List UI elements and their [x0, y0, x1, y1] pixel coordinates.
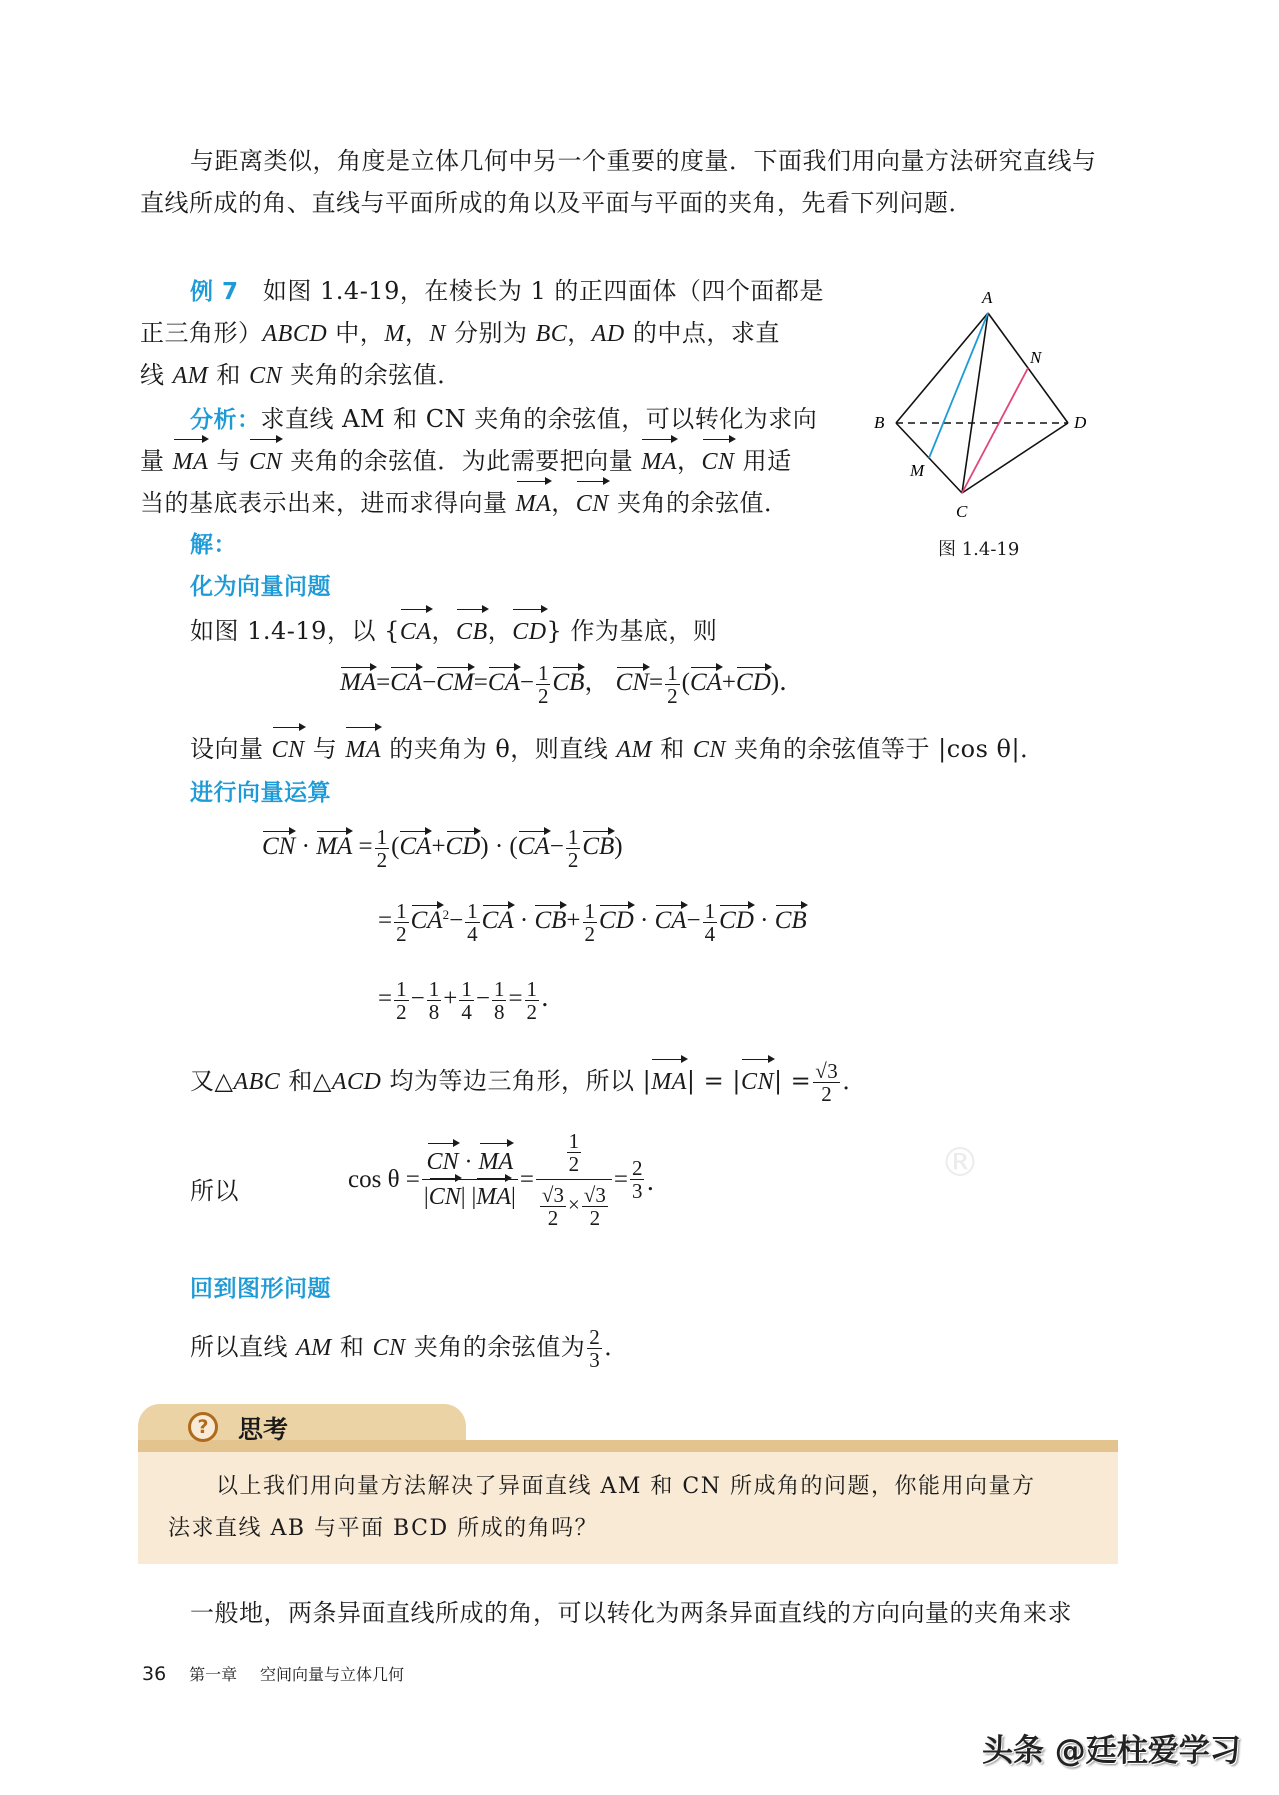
fraction: [583, 900, 598, 945]
t: 2: [631, 1156, 643, 1180]
t: 夹角的余弦值为: [405, 1333, 586, 1361]
step1-title: 化为向量问题: [190, 574, 331, 600]
t: ·: [458, 1149, 479, 1175]
question-icon: ?: [188, 1412, 218, 1442]
example-line-3: [140, 354, 462, 397]
t: =: [613, 1165, 628, 1193]
t: 1: [667, 661, 678, 685]
t: 的夹角为 θ，则直线: [381, 735, 617, 763]
t: 2: [537, 684, 549, 708]
t: 分别为: [445, 319, 536, 347]
vector-cb: CB: [552, 669, 585, 697]
t: 1: [493, 977, 505, 1001]
t: −: [519, 669, 534, 697]
vector-ma: MA: [641, 441, 677, 483]
vector-cn: CN: [576, 483, 609, 525]
t: 2: [568, 1152, 580, 1176]
t: 与: [208, 447, 250, 475]
t: ABCD: [262, 321, 328, 347]
t: 1: [376, 825, 388, 849]
t: | = |: [686, 1067, 741, 1095]
t: ，: [567, 319, 592, 347]
t: 1: [461, 977, 472, 1001]
t: =: [376, 669, 391, 697]
fraction: [525, 978, 540, 1023]
example-label: 例 7: [190, 279, 239, 305]
t: 1: [704, 899, 716, 923]
t: =: [378, 985, 393, 1013]
t: =: [508, 985, 523, 1013]
t: √3: [583, 1183, 606, 1207]
vector-cb: CB: [774, 907, 807, 935]
t: √3: [815, 1059, 839, 1083]
t: (: [681, 669, 690, 697]
t: 和: [208, 361, 250, 389]
vector-cb: CB: [582, 833, 615, 861]
t: ．: [541, 985, 567, 1013]
t: 2: [396, 922, 407, 946]
fraction: [813, 1060, 840, 1105]
t: 1: [526, 977, 538, 1001]
analysis-text-1: 求直线 AM 和 CN 夹角的余弦值，可以转化为求向: [260, 405, 818, 433]
t: 和: [652, 735, 693, 763]
t: 2: [396, 1000, 407, 1024]
t: 8: [428, 1000, 440, 1024]
t: [536, 1130, 612, 1180]
t: ·: [513, 907, 535, 935]
t: 夹角的余弦值．为此需要把向量: [282, 447, 642, 475]
vector-cb: CB: [456, 611, 488, 653]
t: cos θ =: [348, 1165, 420, 1193]
t: AM: [296, 1335, 332, 1361]
label-b: B: [874, 413, 885, 432]
vector-ma: MA: [173, 441, 209, 483]
t: 用适: [734, 447, 792, 475]
fraction: [536, 662, 551, 707]
vector-ma: MA: [651, 1061, 687, 1103]
page-footer: [142, 1662, 404, 1685]
t: 2: [376, 848, 388, 872]
vector-cn: CN: [427, 1145, 459, 1179]
vector-ma: MA: [316, 833, 353, 861]
t: 2: [667, 684, 678, 708]
vector-cd: CD: [736, 669, 771, 697]
vector-ma: MA: [479, 1145, 514, 1179]
t: CN: [249, 363, 283, 389]
t: 1: [396, 977, 407, 1001]
t: |: [423, 1184, 429, 1210]
calc-row-3: [378, 978, 566, 1023]
fraction: [465, 900, 480, 945]
theta-line: [190, 728, 1045, 771]
calc-row-2: [378, 900, 807, 945]
t: AM: [616, 737, 653, 763]
vector-cn: CN: [262, 833, 296, 861]
vector-cn: CN: [272, 729, 305, 771]
t: 2: [547, 1206, 559, 1230]
fraction: [582, 1184, 608, 1229]
t: 1: [568, 1129, 580, 1153]
t: −: [686, 907, 701, 935]
t: ABC: [233, 1069, 281, 1095]
fraction: [587, 1326, 602, 1371]
analysis-line-3: [140, 482, 788, 525]
fraction: [375, 826, 390, 871]
t: ·: [295, 833, 317, 861]
vector-ca: CA: [517, 833, 550, 861]
t: 夹角的余弦值等于 |cos θ|．: [725, 735, 1045, 763]
t: 正三角形）: [140, 319, 263, 347]
equation-ma-cn: [340, 662, 804, 707]
t: ，: [551, 489, 576, 517]
figure-tetrahedron: [870, 285, 1110, 565]
t: AM: [172, 363, 209, 389]
t: 夹角的余弦值．: [608, 489, 789, 517]
label-c: C: [956, 502, 968, 521]
intro-paragraph: [190, 140, 1150, 182]
vector-ca: CA: [689, 669, 722, 697]
figure-caption: 图 1.4-19: [938, 539, 1020, 560]
t: 4: [467, 922, 478, 946]
t: =: [519, 1165, 534, 1193]
closing-paragraph: 一般地，两条异面直线所成的角，可以转化为两条异面直线的方向向量的夹角来求: [190, 1599, 1072, 1627]
t: 4: [461, 1000, 472, 1024]
basis-line: [190, 610, 717, 653]
vector-ca: CA: [654, 907, 687, 935]
t: | =: [773, 1067, 812, 1095]
registered-mark: ®: [940, 1140, 980, 1186]
vector-ca: CA: [390, 669, 423, 697]
think-box: [138, 1404, 1118, 1564]
vector-ca: CA: [400, 611, 432, 653]
vector-cd: CD: [445, 833, 481, 861]
tetrahedron-diagram: [870, 285, 1110, 555]
t: |: [511, 1184, 516, 1210]
t: 所以直线: [190, 1333, 297, 1361]
label-n: N: [1030, 348, 1042, 367]
example-line-2: [140, 312, 780, 355]
t: AD: [591, 321, 625, 347]
fraction: [394, 900, 409, 945]
t: 夹角的余弦值．: [282, 361, 462, 389]
vector-ma: MA: [340, 669, 377, 697]
t: N: [429, 321, 446, 347]
fraction: [703, 900, 718, 945]
step2-title: 进行向量运算: [190, 780, 331, 806]
page-number: 36: [142, 1663, 167, 1685]
vector-ca: CA: [410, 907, 443, 935]
t: ×: [567, 1192, 580, 1217]
t: ．: [604, 1333, 629, 1361]
conclusion-line: [190, 1326, 629, 1371]
vector-cn: CN: [702, 441, 735, 483]
think-line-2: 法求直线 AB 与平面 BCD 所成的角吗？: [168, 1516, 599, 1541]
fraction: [492, 978, 507, 1023]
t: 2: [589, 1325, 601, 1349]
t: 和: [331, 1333, 373, 1361]
t: =: [473, 669, 488, 697]
t: ) · (: [480, 833, 518, 861]
vector-ma: MA: [476, 1180, 511, 1214]
think-title: 思考: [238, 1415, 289, 1444]
t: M: [384, 321, 405, 347]
t: 1: [467, 899, 478, 923]
t: =: [352, 833, 373, 861]
t: 1: [567, 825, 579, 849]
t: BC: [535, 321, 568, 347]
fraction: [536, 1130, 612, 1229]
t: −: [549, 833, 564, 861]
vector-cn: CN: [429, 1180, 461, 1214]
t: 4: [704, 922, 716, 946]
t: 2: [526, 1000, 538, 1024]
calc-row-1: [262, 826, 623, 871]
t: ，: [487, 617, 513, 645]
t: 2: [567, 848, 579, 872]
vector-cn: CN: [615, 669, 650, 697]
fraction: [394, 978, 409, 1023]
t: 线: [140, 361, 173, 389]
t: ，: [431, 617, 457, 645]
t: 设向量: [190, 735, 272, 763]
fraction: [427, 978, 442, 1023]
t: ，: [677, 447, 702, 475]
intro-paragraph-line2: [140, 182, 973, 224]
t: −: [410, 985, 425, 1013]
fraction: [630, 1157, 645, 1202]
t: √3: [541, 1183, 564, 1207]
vector-cn: CN: [741, 1061, 774, 1103]
source-watermark: 头条 @廷柱爱学习: [982, 1733, 1241, 1769]
t: ): [614, 833, 623, 861]
t: 与: [304, 735, 346, 763]
t: +: [431, 833, 446, 861]
vector-cm: CM: [436, 669, 474, 697]
t: )．: [770, 669, 805, 697]
t: 1: [396, 899, 407, 923]
t: −: [475, 985, 490, 1013]
example-line-1: [190, 270, 824, 313]
t: 量: [140, 447, 173, 475]
cos-numerator: [422, 1145, 518, 1180]
equilateral-line: [190, 1060, 867, 1105]
t: 2: [589, 1206, 601, 1230]
t: ·: [753, 907, 775, 935]
t: ．: [646, 1168, 672, 1196]
solution-label: 解：: [190, 532, 237, 558]
vector-cn: CN: [249, 441, 282, 483]
t: ，: [404, 319, 430, 347]
cos-label: 所以: [190, 1177, 239, 1205]
t: 的中点，求直: [624, 319, 780, 347]
t: ．: [842, 1067, 867, 1095]
vector-ca: CA: [481, 907, 514, 935]
fraction: [665, 662, 680, 707]
analysis-line-2: [140, 440, 792, 483]
t: 8: [493, 1000, 505, 1024]
cos-denominator: [422, 1180, 518, 1214]
vector-ca: CA: [399, 833, 432, 861]
t: CN: [372, 1335, 406, 1361]
vector-cd: CD: [719, 907, 754, 935]
fraction: [540, 1184, 566, 1229]
t: ACD: [331, 1069, 382, 1095]
step3-title: 回到图形问题: [190, 1276, 331, 1302]
label-a: A: [982, 288, 993, 307]
t: 和△: [280, 1067, 332, 1095]
vector-cb: CB: [534, 907, 567, 935]
t: 如图 1.4-19，以 {: [190, 617, 400, 645]
analysis-line-1: [190, 398, 817, 441]
vector-ma: MA: [516, 483, 552, 525]
t: −: [422, 669, 437, 697]
t: =: [649, 669, 664, 697]
example-text-1: 如图 1.4-19，在棱长为 1 的正四面体（四个面都是: [262, 277, 824, 305]
cos-equation: [348, 1130, 671, 1229]
fraction: [566, 826, 581, 871]
vector-ca: CA: [487, 669, 520, 697]
t: 3: [631, 1179, 643, 1203]
t: +: [443, 985, 458, 1013]
t: 又△: [190, 1067, 234, 1095]
intro-line-1: 与距离类似，角度是立体几何中另一个重要的度量．下面我们用向量方法研究直线与: [190, 147, 1097, 175]
t: 2: [584, 922, 596, 946]
t: 2: [821, 1082, 833, 1106]
t: −: [449, 907, 464, 935]
vector-cd: CD: [512, 611, 546, 653]
analysis-label: 分析：: [190, 407, 261, 433]
t: 1: [428, 977, 440, 1001]
t: +: [566, 907, 581, 935]
t: CN: [692, 737, 726, 763]
t: 1: [537, 661, 549, 685]
t: 均为等边三角形，所以 |: [381, 1067, 652, 1095]
t: 1: [584, 899, 596, 923]
label-m: M: [910, 461, 925, 480]
t: | |: [460, 1184, 477, 1210]
t: =: [378, 907, 393, 935]
t: [536, 1180, 612, 1229]
t: } 作为基底，则: [546, 617, 718, 645]
t: +: [721, 669, 737, 697]
t: 当的基底表示出来，进而求得向量: [140, 489, 516, 517]
t: 3: [589, 1348, 601, 1372]
t: ·: [633, 907, 655, 935]
fraction: [567, 1130, 582, 1175]
t: ，: [584, 669, 610, 697]
label-d: D: [1074, 413, 1087, 432]
chapter-number: 第一章: [189, 1665, 238, 1684]
fraction: [459, 978, 474, 1023]
think-line-1: 以上我们用向量方法解决了异面直线 AM 和 CN 所成角的问题，你能用向量方: [216, 1474, 1036, 1499]
t: 中，: [327, 319, 385, 347]
t: (: [391, 833, 400, 861]
vector-ma: MA: [345, 729, 381, 771]
fraction: [422, 1145, 518, 1214]
t: 2: [442, 906, 450, 922]
vector-cd: CD: [599, 907, 634, 935]
chapter-title: 空间向量与立体几何: [259, 1665, 404, 1684]
intro-line-2: 直线所成的角、直线与平面所成的角以及平面与平面的夹角，先看下列问题．: [140, 189, 973, 217]
